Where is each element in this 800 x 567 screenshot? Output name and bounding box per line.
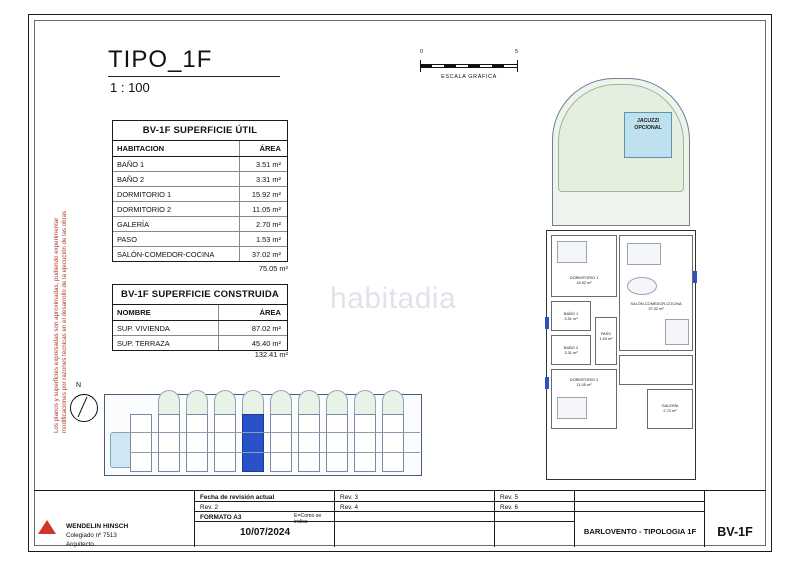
jacuzzi-label xyxy=(626,118,670,132)
useful-area-total: 75.05 m² xyxy=(258,264,288,273)
room-label-paso xyxy=(576,331,636,341)
site-plan-terrace xyxy=(270,390,292,416)
table-row xyxy=(113,336,287,351)
title-block xyxy=(34,490,766,546)
site-plan-unit[interactable] xyxy=(270,414,292,472)
room-label-name: PASO xyxy=(600,331,612,336)
format-label: FORMATO A3 xyxy=(200,514,242,521)
architect-college-number: Colegiado nº 7513 xyxy=(66,532,117,539)
table-row xyxy=(113,247,287,262)
floor-plan xyxy=(542,78,700,488)
room-label-area: 3.51 m² xyxy=(564,316,578,321)
title-block-divider xyxy=(334,491,335,547)
project-name: BARLOVENTO - TIPOLOGIA 1F xyxy=(583,527,697,536)
room-label-galeria xyxy=(640,403,700,413)
legal-notice-line1: Los planos y superficies expresadas son aproximadas, pudiendo experimentar xyxy=(53,217,60,433)
col-header-area: ÁREA xyxy=(240,141,287,157)
door-marker xyxy=(545,377,549,389)
site-plan-divider xyxy=(130,452,420,453)
interior-space xyxy=(619,355,693,385)
useful-area-table xyxy=(112,120,288,262)
col-header-nombre: NOMBRE xyxy=(113,305,219,321)
table-row xyxy=(113,321,287,336)
scale-bar-segment xyxy=(420,64,432,68)
graphic-scale-bar xyxy=(420,49,518,70)
revision-3: Rev. 3 xyxy=(340,494,358,501)
col-header-area: ÁREA xyxy=(219,305,287,321)
site-plan-unit[interactable] xyxy=(354,414,376,472)
table-row xyxy=(113,202,287,217)
scale-tick-start xyxy=(420,60,421,72)
room-area: 11.05 m² xyxy=(240,202,287,217)
col-header-habitacion: HABITACION xyxy=(113,141,240,157)
table-furniture xyxy=(627,277,657,295)
table-header-row xyxy=(113,141,287,157)
site-plan-terrace xyxy=(354,390,376,416)
room-paso xyxy=(595,317,617,365)
site-plan-unit-selected[interactable] xyxy=(242,414,264,472)
site-plan-terrace xyxy=(298,390,320,416)
door-marker xyxy=(545,317,549,329)
built-area-total: 132.41 m² xyxy=(254,350,288,359)
room-label-salon xyxy=(621,301,691,311)
room-label-name: DORMITORIO 1 xyxy=(569,275,599,280)
room-name: PASO xyxy=(113,232,240,247)
sofa-furniture xyxy=(627,243,661,265)
page-title: TIPO_1F xyxy=(108,46,213,73)
site-plan-terrace xyxy=(326,390,348,416)
north-arrow xyxy=(66,382,100,428)
architect-name: WENDELIN HINSCH xyxy=(66,523,129,530)
drawing-scale: 1 : 100 xyxy=(110,80,150,95)
table-row xyxy=(113,187,287,202)
door-marker xyxy=(693,271,697,283)
title-block-divider xyxy=(704,491,705,547)
kitchen-furniture xyxy=(665,319,689,345)
room-area: 3.51 m² xyxy=(240,157,287,172)
area-name: SUP. VIVIENDA xyxy=(113,321,219,336)
site-plan-unit[interactable] xyxy=(186,414,208,472)
scale-bar-segment xyxy=(468,64,480,68)
table-row xyxy=(113,232,287,247)
legal-notice-line2: modificaciones por razones técnicas en el desarrollo de la ejecución de las obras xyxy=(61,210,68,433)
room-area: 2.70 m² xyxy=(240,217,287,232)
table-row xyxy=(113,172,287,187)
area-value: 45.40 m² xyxy=(219,336,287,351)
table-header-row xyxy=(113,305,287,321)
revision-6: Rev. 6 xyxy=(500,504,518,511)
room-label-dormitorio-1 xyxy=(549,275,619,285)
room-area: 3.31 m² xyxy=(240,172,287,187)
room-label-area: 2.70 m² xyxy=(663,408,677,413)
architect-role: Arquitecto xyxy=(66,541,94,548)
room-label-name: DORMITORIO 2 xyxy=(569,377,599,382)
jacuzzi-label-line2: OPCIONAL xyxy=(634,125,662,131)
room-name: GALERÍA xyxy=(113,217,240,232)
useful-area-grid xyxy=(113,141,287,261)
room-name: SALÓN-COMEDOR-COCINA xyxy=(117,249,215,259)
site-plan-terrace xyxy=(382,390,404,416)
apartment-outline xyxy=(546,230,696,480)
site-plan-unit[interactable] xyxy=(298,414,320,472)
built-area-table xyxy=(112,284,288,351)
table-row xyxy=(113,157,287,172)
useful-area-table-caption: BV-1F SUPERFICIE ÚTIL xyxy=(113,121,287,141)
room-label-name: SALÓN-COMEDOR-COCINA xyxy=(630,301,682,306)
title-underline xyxy=(108,76,280,77)
bed-furniture xyxy=(557,397,587,419)
room-label-area: 3.31 m² xyxy=(564,350,578,355)
room-name: DORMITORIO 2 xyxy=(113,202,240,217)
north-label: N xyxy=(76,382,82,389)
site-plan-terrace xyxy=(186,390,208,416)
site-plan-terrace xyxy=(158,390,180,416)
site-plan-terrace xyxy=(242,390,264,416)
scale-label-end: 5 xyxy=(514,49,518,55)
area-value: 87.02 m² xyxy=(219,321,287,336)
site-plan-unit[interactable] xyxy=(382,414,404,472)
site-plan-unit[interactable] xyxy=(214,414,236,472)
revision-2: Rev. 2 xyxy=(200,504,218,511)
built-area-table-caption: BV-1F SUPERFICIE CONSTRUIDA xyxy=(113,285,287,305)
site-plan-unit[interactable] xyxy=(158,414,180,472)
escala-indicada-label: E=Como se indica xyxy=(294,513,322,525)
room-label-name: BAÑO 1 xyxy=(563,311,579,316)
room-area: 15.92 m² xyxy=(240,187,287,202)
room-label-name: GALERÍA xyxy=(661,403,679,408)
room-label-area: 11.05 m² xyxy=(576,382,592,387)
revision-4: Rev. 4 xyxy=(340,504,358,511)
table-row xyxy=(113,217,287,232)
room-label-name: BAÑO 2 xyxy=(563,345,579,350)
jacuzzi-label-line1: JACUZZI xyxy=(637,118,659,124)
north-circle-icon xyxy=(70,394,98,422)
room-label-dormitorio-2 xyxy=(549,377,619,387)
scale-bar-segment xyxy=(492,64,504,68)
room-label-area: 1.53 m² xyxy=(599,336,613,341)
room-name: BAÑO 2 xyxy=(113,172,240,187)
room-area: 37.02 m² xyxy=(240,247,287,262)
drawing-code: BV-1F xyxy=(717,525,753,539)
title-block-divider xyxy=(194,491,195,547)
site-plan-unit[interactable] xyxy=(326,414,348,472)
room-label-bano-2 xyxy=(541,345,601,355)
scale-tick-end xyxy=(517,60,518,72)
scale-label-start: 0 xyxy=(420,49,424,55)
graphic-scale xyxy=(420,49,518,80)
graphic-scale-caption: ESCALA GRÁFICA xyxy=(441,74,497,80)
title-block-divider xyxy=(494,491,495,547)
room-label-bano-1 xyxy=(541,311,601,321)
scale-bar-segment xyxy=(444,64,456,68)
site-plan-unit[interactable] xyxy=(130,414,152,472)
title-block-divider xyxy=(574,491,575,547)
site-plan-divider xyxy=(130,432,420,433)
revision-header: Fecha de revisión actual xyxy=(200,494,275,501)
room-name: BAÑO 1 xyxy=(113,157,240,172)
room-area: 1.53 m² xyxy=(240,232,287,247)
room-label-area: 37.02 m² xyxy=(648,306,664,311)
site-plan xyxy=(104,388,422,484)
revision-date: 10/07/2024 xyxy=(239,527,291,538)
revision-5: Rev. 5 xyxy=(500,494,518,501)
room-name: DORMITORIO 1 xyxy=(113,187,240,202)
architect-logo-icon xyxy=(38,520,56,534)
room-label-area: 15.92 m² xyxy=(576,280,592,285)
area-name: SUP. TERRAZA xyxy=(117,338,170,348)
site-plan-terrace xyxy=(214,390,236,416)
bed-furniture xyxy=(557,241,587,263)
watermark: habitadia xyxy=(330,282,457,315)
built-area-grid xyxy=(113,305,287,350)
